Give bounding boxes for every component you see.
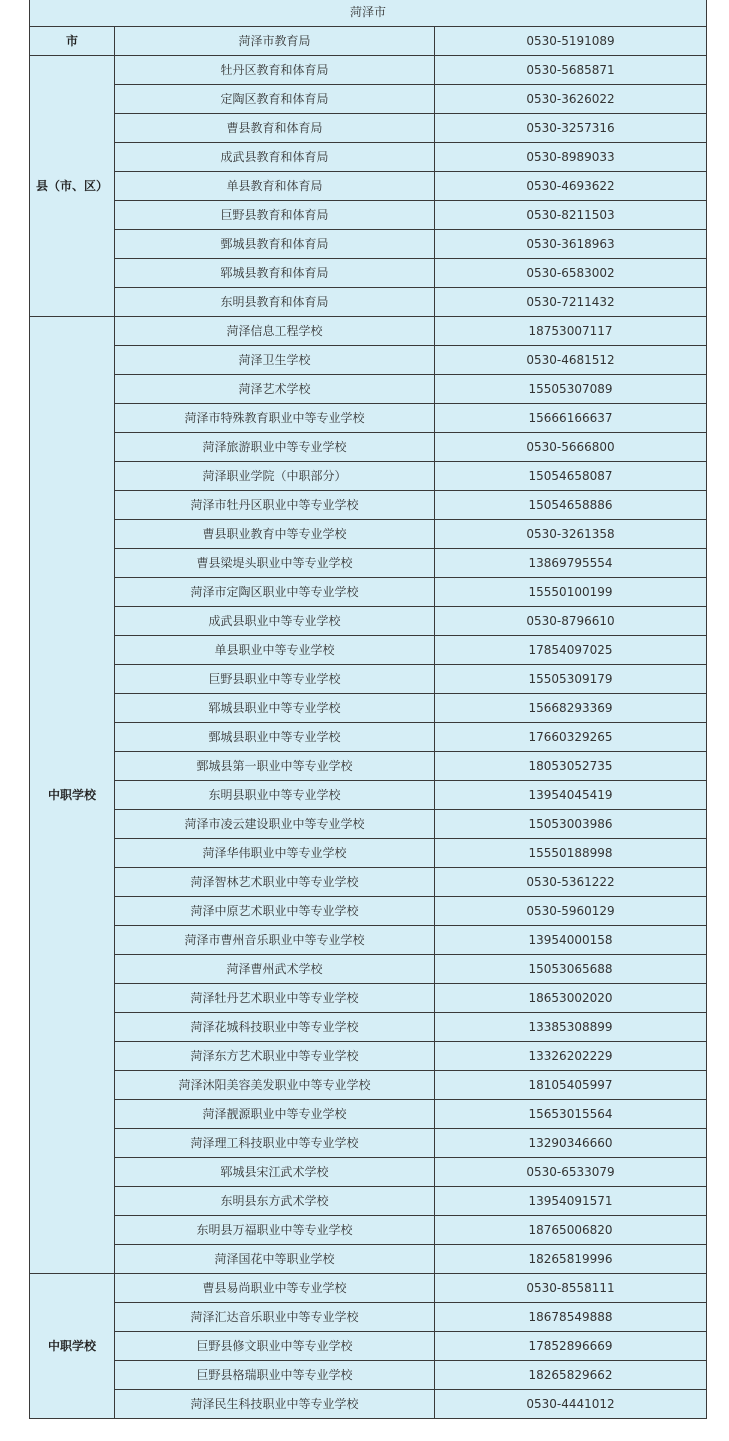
table-row xyxy=(30,172,707,201)
unit-name-cell: 东明县教育和体育局 xyxy=(115,288,435,317)
phone-cell: 0530-3261358 xyxy=(435,520,707,549)
table-row xyxy=(30,781,707,810)
table-row xyxy=(30,288,707,317)
table-row xyxy=(30,404,707,433)
phone-cell: 0530-4441012 xyxy=(435,1390,707,1419)
phone-cell: 15054658886 xyxy=(435,491,707,520)
table-row xyxy=(30,1042,707,1071)
unit-name-cell: 菏泽艺术学校 xyxy=(115,375,435,404)
table-row xyxy=(30,984,707,1013)
unit-name-cell: 牡丹区教育和体育局 xyxy=(115,56,435,85)
phone-cell: 0530-7211432 xyxy=(435,288,707,317)
table-row xyxy=(30,810,707,839)
unit-name-cell: 东明县万福职业中等专业学校 xyxy=(115,1216,435,1245)
table-row xyxy=(30,1129,707,1158)
phone-cell: 0530-6583002 xyxy=(435,259,707,288)
phone-cell: 15505309179 xyxy=(435,665,707,694)
phone-cell: 13326202229 xyxy=(435,1042,707,1071)
phone-cell: 0530-5361222 xyxy=(435,868,707,897)
phone-cell: 17854097025 xyxy=(435,636,707,665)
contacts-table xyxy=(29,0,707,1419)
unit-name-cell: 曹县教育和体育局 xyxy=(115,114,435,143)
category-cell: 市 xyxy=(30,27,115,56)
unit-name-cell: 东明县东方武术学校 xyxy=(115,1187,435,1216)
phone-cell: 15550188998 xyxy=(435,839,707,868)
table-row xyxy=(30,27,707,56)
unit-name-cell: 鄄城县职业中等专业学校 xyxy=(115,723,435,752)
table-header-title: 菏泽市 xyxy=(30,0,707,27)
unit-name-cell: 菏泽沐阳美容美发职业中等专业学校 xyxy=(115,1071,435,1100)
phone-cell: 13954091571 xyxy=(435,1187,707,1216)
unit-name-cell: 菏泽中原艺术职业中等专业学校 xyxy=(115,897,435,926)
table-row xyxy=(30,375,707,404)
phone-cell: 18105405997 xyxy=(435,1071,707,1100)
unit-name-cell: 菏泽靓源职业中等专业学校 xyxy=(115,1100,435,1129)
unit-name-cell: 菏泽东方艺术职业中等专业学校 xyxy=(115,1042,435,1071)
category-cell: 中职学校 xyxy=(30,1274,115,1419)
table-row xyxy=(30,1071,707,1100)
table-row xyxy=(30,578,707,607)
table-row xyxy=(30,1187,707,1216)
unit-name-cell: 成武县教育和体育局 xyxy=(115,143,435,172)
table-row xyxy=(30,433,707,462)
table-row xyxy=(30,230,707,259)
phone-cell: 0530-3626022 xyxy=(435,85,707,114)
table-row xyxy=(30,201,707,230)
phone-cell: 0530-4693622 xyxy=(435,172,707,201)
table-row xyxy=(30,1274,707,1303)
phone-cell: 13385308899 xyxy=(435,1013,707,1042)
table-row xyxy=(30,694,707,723)
table-row xyxy=(30,1332,707,1361)
phone-cell: 0530-5960129 xyxy=(435,897,707,926)
phone-cell: 15666166637 xyxy=(435,404,707,433)
table-row xyxy=(30,1390,707,1419)
unit-name-cell: 菏泽市教育局 xyxy=(115,27,435,56)
table-row xyxy=(30,636,707,665)
table-row xyxy=(30,462,707,491)
unit-name-cell: 单县职业中等专业学校 xyxy=(115,636,435,665)
unit-name-cell: 巨野县格瑞职业中等专业学校 xyxy=(115,1361,435,1390)
unit-name-cell: 菏泽国花中等职业学校 xyxy=(115,1245,435,1274)
phone-cell: 15550100199 xyxy=(435,578,707,607)
category-cell: 中职学校 xyxy=(30,317,115,1274)
unit-name-cell: 菏泽职业学院（中职部分） xyxy=(115,462,435,491)
unit-name-cell: 巨野县职业中等专业学校 xyxy=(115,665,435,694)
unit-name-cell: 曹县梁堤头职业中等专业学校 xyxy=(115,549,435,578)
unit-name-cell: 菏泽市凌云建设职业中等专业学校 xyxy=(115,810,435,839)
phone-cell: 15053003986 xyxy=(435,810,707,839)
unit-name-cell: 菏泽信息工程学校 xyxy=(115,317,435,346)
table-row xyxy=(30,85,707,114)
unit-name-cell: 郓城县宋江武术学校 xyxy=(115,1158,435,1187)
phone-cell: 17852896669 xyxy=(435,1332,707,1361)
table-row xyxy=(30,1013,707,1042)
unit-name-cell: 曹县易尚职业中等专业学校 xyxy=(115,1274,435,1303)
table-row xyxy=(30,549,707,578)
phone-cell: 18265819996 xyxy=(435,1245,707,1274)
table-row xyxy=(30,1216,707,1245)
phone-cell: 0530-5685871 xyxy=(435,56,707,85)
unit-name-cell: 成武县职业中等专业学校 xyxy=(115,607,435,636)
unit-name-cell: 巨野县教育和体育局 xyxy=(115,201,435,230)
phone-cell: 15053065688 xyxy=(435,955,707,984)
phone-cell: 18265829662 xyxy=(435,1361,707,1390)
phone-cell: 13290346660 xyxy=(435,1129,707,1158)
table-row xyxy=(30,665,707,694)
table-row xyxy=(30,752,707,781)
table-row xyxy=(30,926,707,955)
phone-cell: 0530-3257316 xyxy=(435,114,707,143)
unit-name-cell: 菏泽花城科技职业中等专业学校 xyxy=(115,1013,435,1042)
table-row xyxy=(30,955,707,984)
unit-name-cell: 菏泽市曹州音乐职业中等专业学校 xyxy=(115,926,435,955)
unit-name-cell: 菏泽市牡丹区职业中等专业学校 xyxy=(115,491,435,520)
table-row xyxy=(30,1158,707,1187)
table-row xyxy=(30,723,707,752)
table-row xyxy=(30,143,707,172)
unit-name-cell: 菏泽市特殊教育职业中等专业学校 xyxy=(115,404,435,433)
phone-cell: 15653015564 xyxy=(435,1100,707,1129)
phone-cell: 0530-5191089 xyxy=(435,27,707,56)
phone-cell: 0530-8558111 xyxy=(435,1274,707,1303)
unit-name-cell: 定陶区教育和体育局 xyxy=(115,85,435,114)
phone-cell: 0530-3618963 xyxy=(435,230,707,259)
phone-cell: 13954045419 xyxy=(435,781,707,810)
unit-name-cell: 菏泽曹州武术学校 xyxy=(115,955,435,984)
phone-cell: 0530-6533079 xyxy=(435,1158,707,1187)
unit-name-cell: 东明县职业中等专业学校 xyxy=(115,781,435,810)
unit-name-cell: 菏泽民生科技职业中等专业学校 xyxy=(115,1390,435,1419)
unit-name-cell: 鄄城县教育和体育局 xyxy=(115,230,435,259)
unit-name-cell: 菏泽牡丹艺术职业中等专业学校 xyxy=(115,984,435,1013)
table-row xyxy=(30,491,707,520)
unit-name-cell: 菏泽理工科技职业中等专业学校 xyxy=(115,1129,435,1158)
phone-cell: 17660329265 xyxy=(435,723,707,752)
table-row xyxy=(30,1245,707,1274)
phone-cell: 18653002020 xyxy=(435,984,707,1013)
table-row xyxy=(30,897,707,926)
category-cell: 县（市、区） xyxy=(30,56,115,317)
table-row xyxy=(30,607,707,636)
table-row xyxy=(30,520,707,549)
unit-name-cell: 菏泽旅游职业中等专业学校 xyxy=(115,433,435,462)
phone-cell: 13954000158 xyxy=(435,926,707,955)
unit-name-cell: 菏泽华伟职业中等专业学校 xyxy=(115,839,435,868)
phone-cell: 18678549888 xyxy=(435,1303,707,1332)
table-row xyxy=(30,317,707,346)
phone-cell: 15668293369 xyxy=(435,694,707,723)
unit-name-cell: 菏泽卫生学校 xyxy=(115,346,435,375)
table-row xyxy=(30,839,707,868)
unit-name-cell: 郓城县教育和体育局 xyxy=(115,259,435,288)
table-row xyxy=(30,346,707,375)
table-row xyxy=(30,1361,707,1390)
phone-cell: 0530-8796610 xyxy=(435,607,707,636)
unit-name-cell: 菏泽市定陶区职业中等专业学校 xyxy=(115,578,435,607)
table-row xyxy=(30,114,707,143)
phone-cell: 15505307089 xyxy=(435,375,707,404)
phone-cell: 0530-8989033 xyxy=(435,143,707,172)
phone-cell: 0530-8211503 xyxy=(435,201,707,230)
table-row xyxy=(30,868,707,897)
unit-name-cell: 曹县职业教育中等专业学校 xyxy=(115,520,435,549)
phone-cell: 13869795554 xyxy=(435,549,707,578)
table-header-row xyxy=(30,0,707,27)
unit-name-cell: 鄄城县第一职业中等专业学校 xyxy=(115,752,435,781)
phone-cell: 18765006820 xyxy=(435,1216,707,1245)
table-row xyxy=(30,259,707,288)
phone-cell: 0530-5666800 xyxy=(435,433,707,462)
unit-name-cell: 菏泽智林艺术职业中等专业学校 xyxy=(115,868,435,897)
unit-name-cell: 郓城县职业中等专业学校 xyxy=(115,694,435,723)
unit-name-cell: 菏泽汇达音乐职业中等专业学校 xyxy=(115,1303,435,1332)
phone-cell: 18053052735 xyxy=(435,752,707,781)
table-row xyxy=(30,1303,707,1332)
table-row xyxy=(30,56,707,85)
table-row xyxy=(30,1100,707,1129)
unit-name-cell: 单县教育和体育局 xyxy=(115,172,435,201)
phone-cell: 18753007117 xyxy=(435,317,707,346)
phone-cell: 0530-4681512 xyxy=(435,346,707,375)
unit-name-cell: 巨野县修文职业中等专业学校 xyxy=(115,1332,435,1361)
phone-cell: 15054658087 xyxy=(435,462,707,491)
